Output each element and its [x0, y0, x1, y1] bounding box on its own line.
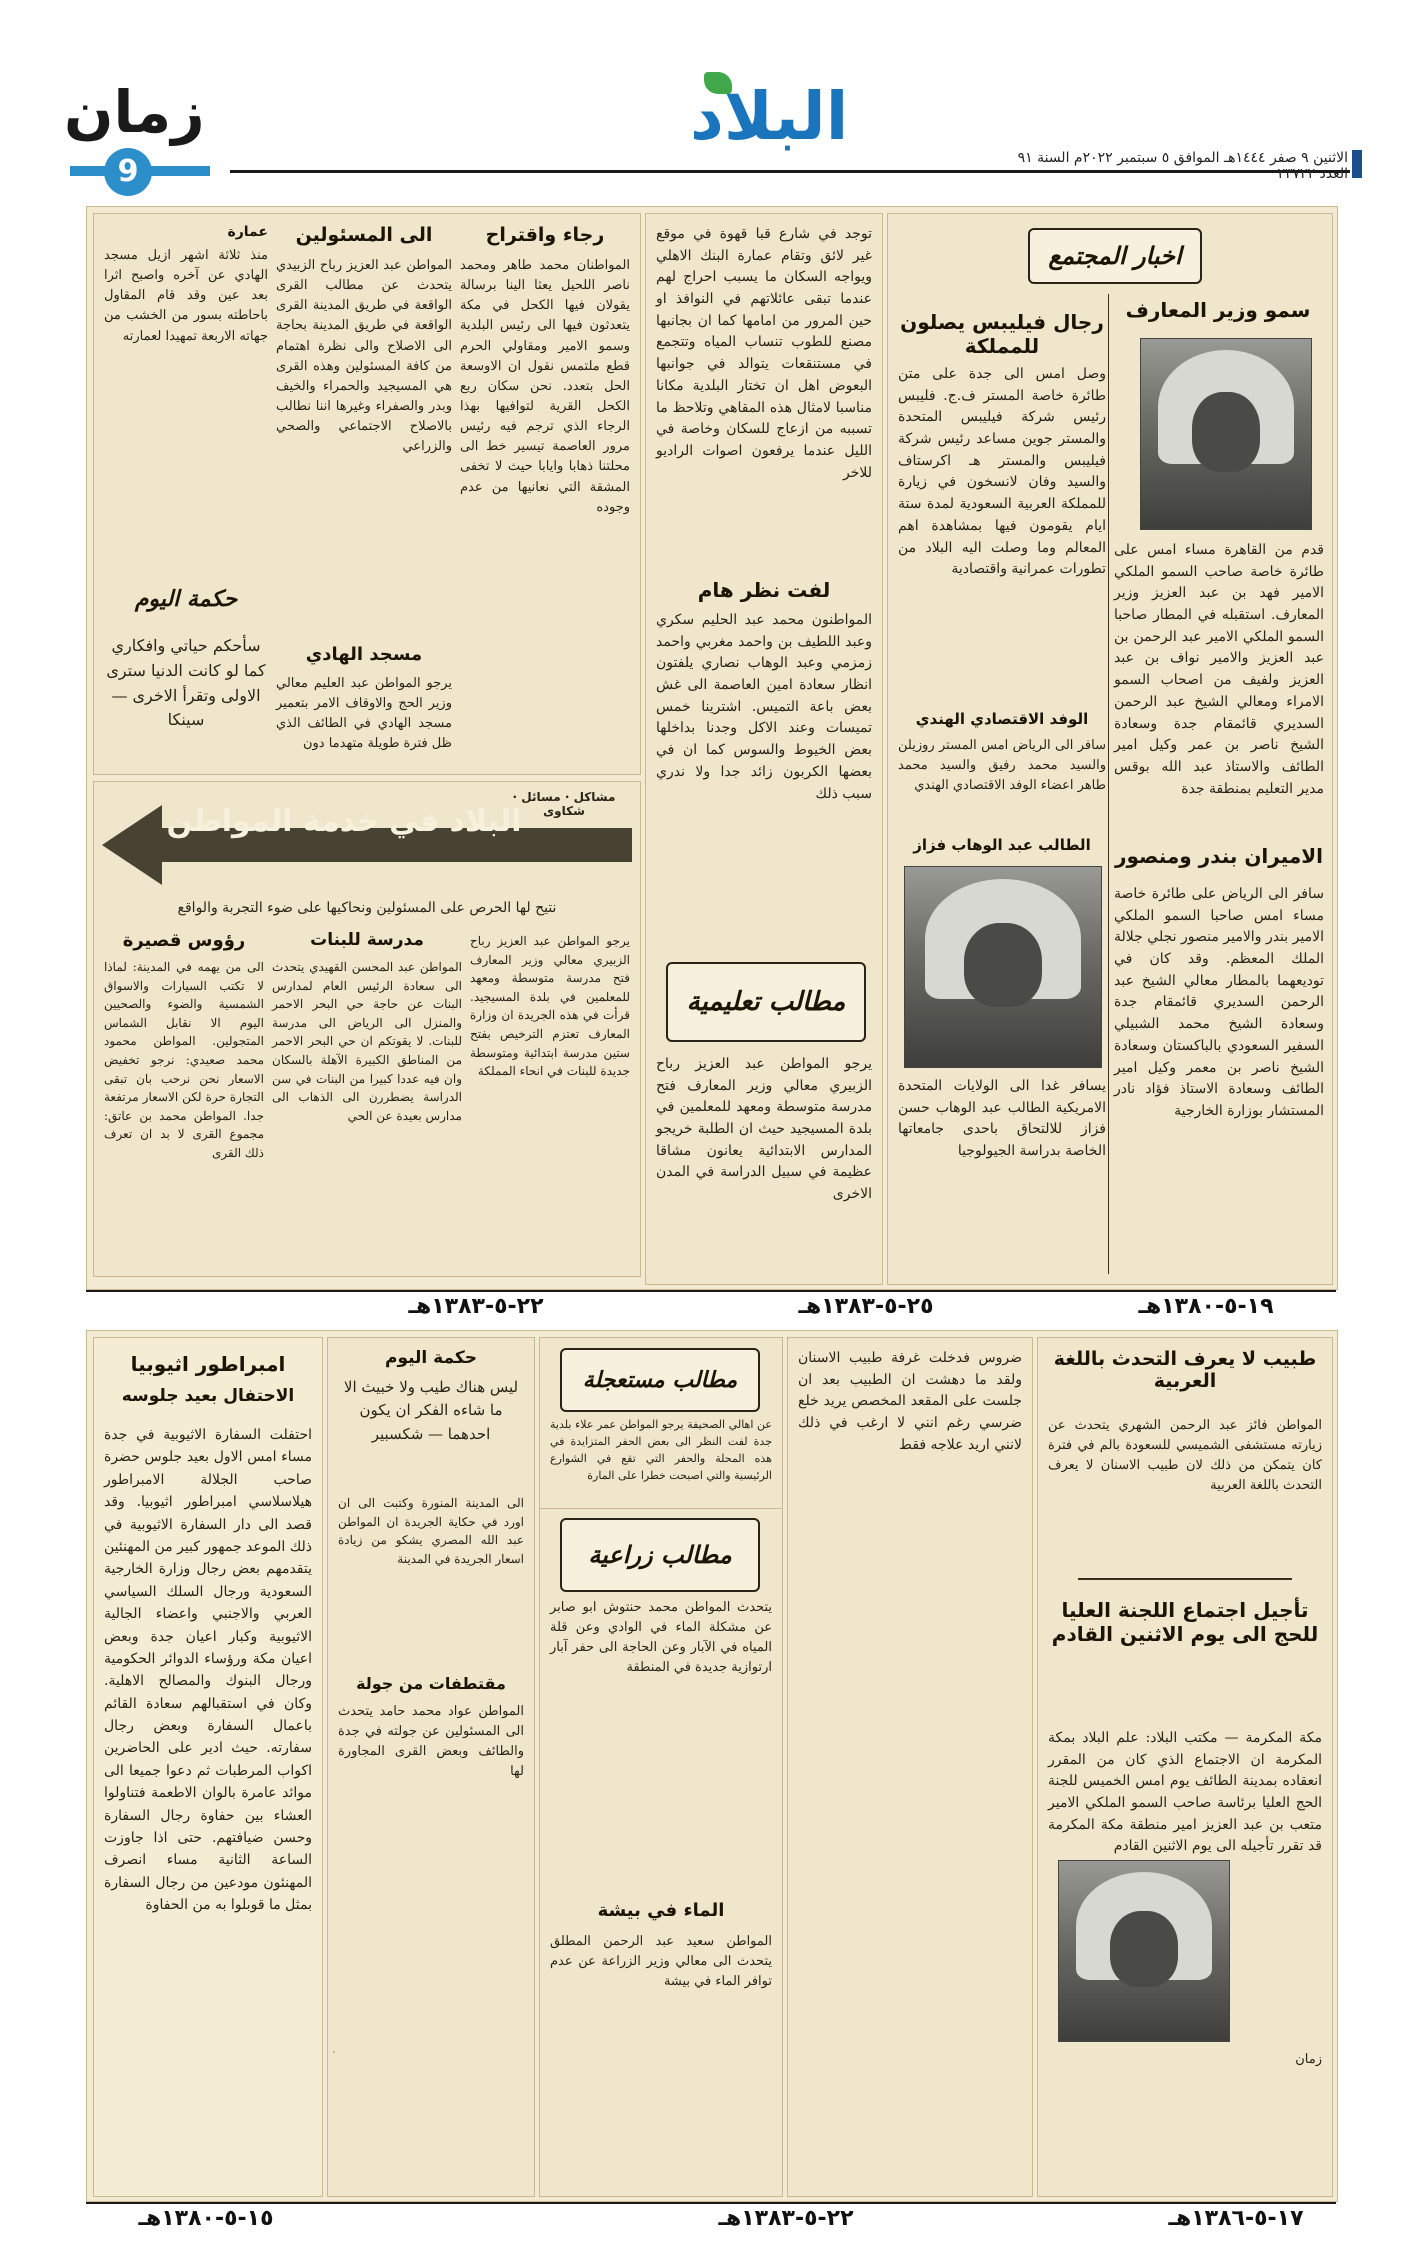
urgent-banner: مطالب مستعجلة	[560, 1348, 760, 1412]
spacer	[787, 1337, 789, 1339]
masthead	[0, 0, 1420, 190]
tour-heading: مقتطفات من جولة	[356, 1674, 506, 1693]
hajj-meeting-text-intro: مكة المكرمة — مكتب البلاد: علم البلاد بمكة المكرمة ان الاجتماع الذي كان من المقرر انعقاده بمدينة الطائف يوم امس الخميس للجنة الحج العليا برئاسة صاحب السمو الملكي الامير متعب بن عبد العزيز امير منطقة مكة المكرمة قد تقرر تأجيله الى يوم الاثنين القادم	[1048, 1730, 1322, 1855]
officials-heading: الى المسئولين	[295, 224, 433, 246]
clip-date: ٢٥-٥-١٣٨٣هـ	[798, 1294, 934, 1319]
student-photo	[904, 866, 1102, 1068]
building-text: منذ ثلاثة اشهر ازيل مسجد الهادي عن آخره واصبح اثرا بعد عين وقد قام المقاول باحاطته بسور من الخشب من جهاته الاربعة تمهيدا لعمارته	[104, 248, 268, 344]
urgent-text: عن اهالي الصحيفة يرجو المواطن عمر علاء بلدية جدة لفت النظر الى بعض الحفر المتزايدة في هذه المحلة والحفر التي تقع في الشوارع الرئيسية والتي اصبحت خطرا على المارة	[550, 1418, 772, 1483]
delegation-text: سافر الى الرياض امس المستر روزيلن والسيد محمد رفيق والسيد محمد طاهر اعضاء الوفد الاقتصادي الهندي	[898, 738, 1106, 794]
princes-heading: الاميران بندر ومنصور	[1114, 844, 1324, 868]
doctor-text: المواطن فائز عبد الرحمن الشهري يتحدث عن زيارته مستشفى الشميسي للسعودة بالم في فترة كان يتمكن من ذلك لان طبيب الاسنان لا يعرف التحدث باللغة العربية	[1048, 1418, 1322, 1494]
agriculture-banner: مطالب زراعية	[560, 1518, 760, 1592]
medina-text: الى المدينة المنورة وكتبت الى ان اورد في حكاية الجريدة ان المواطن عبد الله المصري يشكو من زيادة اسعار الجريدة في المدينة	[338, 1496, 524, 1566]
banner-tag: شكاوى	[543, 804, 585, 818]
bottom-wisdom-text: ليس هناك طيب ولا خبيث الا ما شاءه الفكر ان يكون احدهما — شكسبير	[343, 1378, 519, 1443]
notice-text: المواطنون محمد عبد الحليم سكري وعبد اللطيف بن واحمد مغربي واحمد زمزمي وعبد الوهاب نصاري يلفتون انظار سعادة امين العاصمة الى غش بعض باعة التميس. اشترينا خمس تميسات وعند الاكل وجدنا بداخلها بعض الخيوط والسوس كما ان في بعضها الكربون زائد جدا ولا ندري سبب ذلك	[656, 612, 872, 802]
banner-tag: مسائل	[521, 790, 561, 804]
delegation-heading: الوفد الاقتصادي الهندي	[915, 710, 1089, 728]
education-banner: مطالب تعليمية	[666, 962, 866, 1042]
girls-school-text: المواطن عبد المحسن القهيدي يتحدث الى سعادة الرئيس العام لمدارس البنات عن حاجة حي البحر الاحمر والمنزل الى الرياض الى مدرسة للبنات. لا يقوتكم ان حي البحر الاحمر من المناطق الكبيرة الآهلة بالسكان وان فيه عددا كبيرا من البنات في سن الدراسة يضطررن الى الذهاب الى مدارس بعيدة عن الحي	[272, 960, 462, 1123]
minister-photo	[1140, 338, 1312, 530]
wisdom-and-tour-clip	[327, 1337, 535, 2197]
service-banner-title: البلاد في خدمة المواطن	[166, 804, 522, 839]
tour-text: المواطن عواد محمد حامد يتحدث الى المسئولين عن جولته في جدة والطائف وبعض القرى المجاورة لها	[338, 1704, 524, 1780]
clip-date: ١٩-٥-١٣٨٠هـ	[1138, 1294, 1274, 1319]
requests-clip	[645, 213, 883, 1285]
divider	[1078, 1578, 1292, 1580]
mosque-heading: مسجد الهادي	[305, 644, 423, 665]
short-notes-heading: رؤوس قصيرة	[122, 930, 246, 951]
suggestion-heading: رجاء واقتراح	[485, 224, 605, 246]
bottom-clipping-area	[86, 1330, 1338, 2202]
dentist-story-text: ضروس فدخلت غرفة طبيب الاسنان ولقد ما دهشت ان الطبيب بعد ان جلست على المقعد المخصص يريد خلع ضرسي رغم انني لا ارغب في ذلك لانني اريد علاجه فقط	[798, 1350, 1022, 1453]
clip-date: ٢٢-٥-١٣٨٣هـ	[718, 2206, 854, 2231]
ethiopia-heading: امبراطور اثيوبيا	[130, 1352, 286, 1376]
citizen-service-clip	[93, 781, 641, 1277]
column-rule	[1108, 294, 1109, 1274]
doctor-heading: طبيب لا يعرف التحدث باللغة العربية	[1053, 1348, 1317, 1392]
wisdom-heading: حكمة اليوم	[134, 586, 238, 612]
page-number: 9	[104, 148, 152, 196]
education-request-text: يرجو المواطن عبد العزيز رباح الزبيري معالي وزير المعارف فتح مدرسة متوسطة ومعهد للمعلمين في بلدة المسيجيد. قرأت في هذه الجريدة ان وزارة المعارف تعتزم الترخيص بفتح ستين مدرسة ابتدائية ومتوسطة جديدة للبنات في انحاء المملكة	[470, 934, 630, 1079]
urgent-requests-clip	[539, 1337, 783, 1509]
notice-heading: لفت نظر هام	[697, 578, 831, 602]
ethiopia-text: احتفلت السفارة الاثيوبية في جدة مساء امس الاول بعيد جلوس حضرة صاحب الجلالة الامبراطور هيلاسلاسي امبراطور اثيوبيا. وقد قصد الى دار السفارة الاثيوبية في ذلك الموعد جمهور كبير من المهنئين يتقدمهم بعض رجال وزارة الخارجية السعودية ورجال السلك السياسي العربي والاجنبي واعضاء الجالية الاثيوبية وكبار اعيان جدة وبعض اعيان مكة ورؤساء الدوائر الحكومية ورجال البنوك والمصالح الاهلية. وكان في استقبالهم سعادة القائم باعمال السفارة وبعض رجال سفارته. حيث ادير على الحاضرين اكواب المرطبات ثم دعوا جميعا الى موائد عامرة بالوان الاطعمة فتناولوا العشاء بين حفاوة رجال السفارة وحسن ضيافتهم. حتى اذا جاوزت الساعة الثانية مساء انصرف المهنئون مودعين من رجال السفارة بمثل ما قوبلوا به من الحفاوة	[104, 1427, 312, 1914]
student-text: يسافر غدا الى الولايات المتحدة الامريكية الطالب عبد الوهاب حسن فزاز للالتحاق باحدى جامعاتها الخاصة بدراسة الجيولوجيا	[898, 1078, 1106, 1160]
ethiopia-subheading: الاحتفال بعيد جلوسه	[121, 1386, 295, 1406]
section-title: زمان	[64, 78, 205, 146]
business-heading: رجال فيليبس يصلون للمملكة	[900, 310, 1104, 358]
short-notes-text: الى من يهمه في المدينة: لماذا لا تكتب السيارات والاسواق الشمسية والضوء والصحيين اليوم الا نقابل الشماس المتجولين. المواطن محمود محمد صعيدي: نرجو تخفيض الاسعار نحن نرحب بان تبقى التجارة حرة لكن الاسعار مرتفعة جدا. المواطن محمد بن عاتق: مجموع القرى لا بد ان تعرف ذلك القرى	[104, 960, 264, 1160]
banner-tags: مشاكل · مسائل · شكاوى	[512, 790, 616, 818]
service-banner-subtitle: نتيح لها الحرص على المسئولين ونحاكيها على ضوء التجربة والواقع	[177, 900, 557, 916]
agriculture-text: يتحدث المواطن محمد حنتوش ابو صابر عن مشكلة الماء في الوادي وعن قلة المياه في الآبار وعن الحاجة الى حفر آبار ارتوازية جديدة في المنطقة	[550, 1600, 772, 1676]
cafe-complaint-text: توجد في شارع قبا قهوة في موقع غير لائق وتقام عمارة البنك الاهلي ويواجه السكان ما يسبب احراج لهم عندما تبقى عائلاتهم في النوافذ او حين المرور من امامها كما ان بجانبها مصنع للطوب تنساب المياه وتتجمع في مستنقعات يتوالد في جوانبها البعوض اهل ان تختار البلدية مكانا مناسبا لامثال هذه المقاهي وتلاحظ ما تسببه من ازعاج للسكان وخاصة في الليل عندما يرفعون اصوات الراديو للاخر	[656, 226, 872, 481]
spacer	[333, 2051, 335, 2053]
business-text: وصل امس الى جدة على متن طائرة خاصة المستر ف.ج. فليبس رئيس شركة فيليبس المتحدة والمستر جوين مساعد رئيس شركة فيليبس والمستر هـ اكرستاف والسيد وفان لانسخون في زيارة للمملكة العربية السعودية لمدة ستة ايام يقومون فيها بمشاهدة اهم المعالم وما وصلت اليه البلاد من تطورات عمرانية واقتصادية	[898, 366, 1106, 578]
building-heading: عمارة	[227, 224, 268, 240]
dentist-story-clip	[787, 1337, 1033, 2197]
top-dates-strip	[86, 1290, 1336, 1326]
banner-tag: مشاكل	[573, 790, 616, 804]
clip-date: ١٧-٥-١٣٨٦هـ	[1168, 2206, 1304, 2231]
ethiopia-clip	[93, 1337, 323, 2197]
dateline: الاثنين ٩ صفر ١٤٤٤هـ الموافق ٥ سبتمبر ٢٠٢٢م السنة ٩١ العدد ٢٣٧٢٢	[1017, 150, 1348, 182]
bottom-wisdom-heading: حكمة اليوم	[384, 1348, 478, 1368]
student-heading: الطالب عبد الوهاب فزاز	[913, 836, 1091, 854]
minister-text: قدم من القاهرة مساء امس على طائرة خاصة صاحب السمو الملكي الامير فهد بن عبد العزيز وزير المعارف. استقبله في المطار صاحبا السمو الملكي الامير عبد الرحمن بن عبد العزيز والامير نواف بن عبد العزيز ولفيف من اصحاب السمو الامراء ومعالي الشيخ عبد الرحمن السديري قائمقام جدة وسعادة الشيخ ناصر بن عمر وكيل امير الطائف والاستاذ عبد الله بوقس مدير التعليم بمنطقة جدة	[1114, 542, 1324, 797]
newspaper-logo: البلاد	[690, 78, 849, 155]
dateline-accent-bar	[1352, 150, 1362, 178]
society-news-clip	[887, 213, 1333, 1285]
society-banner: اخبار المجتمع	[1028, 228, 1202, 284]
girls-school-heading: مدرسة للبنات	[310, 930, 424, 950]
clip-date: ١٥-٥-١٣٨٠هـ	[138, 2206, 274, 2231]
mosque-text: يرجو المواطن عبد العليم معالي وزير الحج والاوقاف الامر بتعمير مسجد الهادي في الطائف الذي ظل فترة طويلة متهدما دون	[276, 676, 452, 752]
top-clipping-area	[86, 206, 1338, 1290]
prince-photo	[1058, 1860, 1230, 2042]
suggestion-text: المواطنان محمد طاهر ومحمد ناصر اللحيل يعثا الينا برسالة يقولان فيها الكحل في مكة يتعدثون فيها الى رئيس البلدية وسمو الامير ومقاولي الحرم قطع ملتمس نقول ان الاوسعة الحل بتعدد. نحن سكان ربع الكحل القرية لتوافيها بهذا الرجاء الذي ترجم فيه رئيس مرور العاصمة تيسير خط الى محلتنا ذهابا وايابا حيث لا تخفى المشقة التي نعانيها من عدم وجوده	[460, 258, 630, 515]
wisdom-text: سأحكم حياتي وافكاري كما لو كانت الدنيا سترى الاولى وتقرأ الاخرى — سينكا	[106, 636, 266, 730]
bisha-heading: الماء في بيشة	[597, 1900, 725, 1921]
bisha-text: المواطن سعيد عبد الرحمن المطلق يتحدث الى معالي وزير الزراعة عن عدم توافر الماء في بيشة	[550, 1934, 772, 1990]
princes-text: سافر الى الرياض على طائرة خاصة مساء امس صاحبا السمو الملكي الامير بندر والامير منصور نجلي جلالة الملك المعظم. وقد كان في توديعهما بالمطار معالي الشيخ عبد الرحمن السديري قائمقام جدة وسعادة الشيخ محمد الشبيلي السفير السعودي بالباكستان وسعادة الشيخ ناصر بن معمر وكيل امير الطائف وسعادة الاستاذ فؤاد نادر المستشار بوزارة الخارجية	[1114, 886, 1324, 1119]
bottom-dates-strip	[86, 2202, 1336, 2238]
education-text: يرجو المواطن عبد العزيز رباح الزبيري معالي وزير المعارف فتح مدرسة متوسطة ومعهد للمعلمين في بلدة المسيجيد حيث ان الطلبة خريجو المدارس الابتدائية يعانون مشاقا عظيمة في سبيل الدراسة في المدن الاخرى	[656, 1056, 872, 1203]
prince-caption: زمان	[1295, 2052, 1322, 2067]
doctor-news-clip	[1037, 1337, 1333, 2197]
hajj-meeting-heading: تأجيل اجتماع اللجنة العليا للحج الى يوم الاثنين القادم	[1051, 1598, 1319, 1646]
officials-text: المواطن عبد العزيز رباح الزبيدي يتحدث عن مطالب القرى الواقعة في طريق المدينة القرى الواقعة في طريق المدينة بحاجة الى الاصلاح والى نظرة اهتمام من كافة المسئولين وهذه القرى هي المسيجيد والحمراء والخيف وبدر والصفراء وغيرها اننا نطالب بالاصلاح الاجتماعي والصحي والزراعي	[276, 258, 452, 455]
clip-date: ٢٢-٥-١٣٨٣هـ	[408, 1294, 544, 1319]
minister-heading: سمو وزير المعارف	[1125, 298, 1311, 322]
officials-clip	[93, 213, 641, 775]
